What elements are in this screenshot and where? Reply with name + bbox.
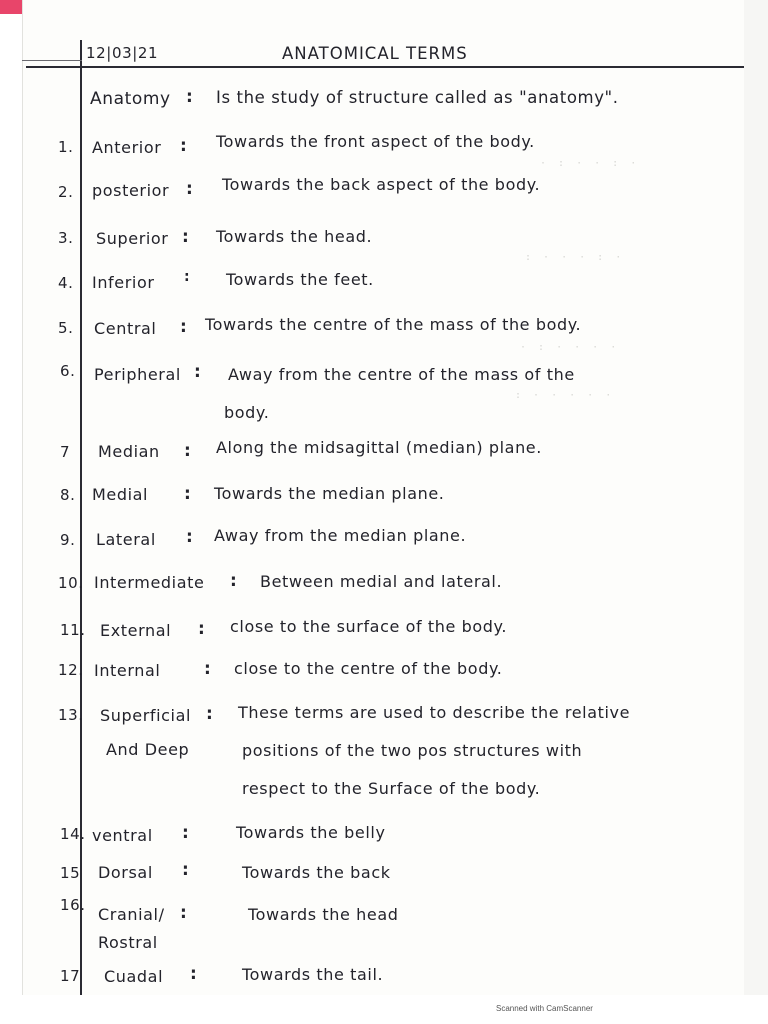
scanner-watermark: Scanned with CamScanner [496, 1004, 593, 1013]
entry-definition: Towards the feet. [226, 270, 374, 289]
entry-definition: Towards the back aspect of the body. [222, 175, 541, 194]
entry-colon: : [198, 619, 206, 639]
page-title: ANATOMICAL TERMS [282, 44, 468, 63]
intro-colon: : [186, 87, 194, 107]
entry-number: 7 [60, 443, 71, 461]
entry-number: 17 [60, 967, 81, 985]
entry-term: Medial [92, 485, 149, 504]
entry-definition-continued: body. [224, 403, 270, 422]
entry-colon: : [180, 136, 188, 156]
entry-colon: : [186, 527, 194, 547]
entry-definition: Towards the belly [236, 823, 386, 842]
entry-number: 1. [58, 138, 74, 156]
entry-definition: Towards the front aspect of the body. [216, 132, 535, 151]
entry-number: 5. [58, 319, 74, 337]
entry-definition: Towards the back [242, 863, 391, 882]
entry-definition: These terms are used to describe the relative [238, 703, 631, 722]
entry-term: Lateral [96, 530, 156, 549]
entry-definition: Towards the head [248, 905, 399, 924]
entry-colon: : [180, 903, 188, 923]
entry-term: Cuadal [104, 967, 164, 986]
entry-definition: Along the midsagittal (median) plane. [216, 438, 542, 457]
entry-number: 13. [58, 706, 84, 724]
entry-term: Central [94, 319, 157, 338]
entry-definition: Towards the centre of the mass of the body. [205, 315, 582, 334]
entry-number: 2. [58, 183, 74, 201]
page-date: 12|03|21 [86, 44, 159, 62]
entry-colon: : [230, 571, 238, 591]
entry-number: 14. [60, 825, 86, 843]
intro-term: Anatomy [90, 89, 171, 109]
entry-term: Superficial [100, 706, 192, 725]
entry-number: 4. [58, 274, 74, 292]
entry-term-second-line: And Deep [106, 740, 190, 759]
entry-number: 10. [58, 574, 84, 592]
scan-bottom-band [0, 995, 768, 1024]
entry-number: 12. [58, 661, 84, 679]
entry-number: 8. [60, 486, 76, 504]
header-tick [22, 60, 82, 61]
entry-term: Peripheral [94, 365, 181, 384]
page-right-edge [744, 0, 768, 1000]
entry-number: 6. [60, 362, 76, 380]
entry-colon: : [184, 484, 192, 504]
entry-term: ventral [92, 826, 153, 845]
entry-definition: Towards the head. [216, 227, 373, 246]
entry-term: Anterior [92, 138, 162, 157]
entry-definition-continued: respect to the Surface of the body. [242, 779, 541, 798]
entry-term: posterior [92, 181, 170, 200]
entry-definition: Away from the median plane. [214, 526, 467, 545]
entry-colon: : [182, 860, 190, 880]
margin-rule [80, 40, 82, 995]
entry-definition: Towards the tail. [242, 965, 384, 984]
entry-colon: : [184, 441, 192, 461]
entry-term: Internal [94, 661, 161, 680]
entry-colon: : [184, 269, 191, 285]
entry-colon: : [180, 317, 188, 337]
entry-definition-continued: positions of the two pos structures with [242, 741, 583, 760]
entry-colon: : [182, 823, 190, 843]
entry-number: 15 [60, 864, 81, 882]
entry-definition: Between medial and lateral. [260, 572, 503, 591]
entry-term: Cranial/ [98, 905, 165, 924]
entry-colon: : [190, 964, 198, 984]
entry-term: External [100, 621, 172, 640]
entry-definition: Away from the centre of the mass of the [228, 365, 575, 384]
entry-term: Inferior [92, 273, 155, 292]
entry-colon: : [206, 704, 214, 724]
bleed-through-mark: · : · · · · [520, 342, 620, 353]
entry-definition: close to the surface of the body. [230, 617, 508, 636]
entry-number: 9. [60, 531, 76, 549]
entry-colon: : [186, 179, 194, 199]
entry-definition: close to the centre of the body. [234, 659, 503, 678]
entry-term: Intermediate [94, 573, 205, 592]
entry-term: Superior [96, 229, 169, 248]
entry-term: Median [98, 442, 160, 461]
entry-colon: : [204, 659, 212, 679]
bleed-through-mark: : · · · : · [525, 252, 625, 263]
entry-definition: Towards the median plane. [214, 484, 445, 503]
entry-number: 11. [60, 621, 86, 639]
intro-definition: Is the study of structure called as "anatomy". [216, 88, 619, 107]
entry-term-second-line: Rostral [98, 933, 158, 952]
header-rule [26, 66, 744, 68]
bleed-through-mark: : · · · · · [515, 390, 615, 401]
entry-term: Dorsal [98, 863, 153, 882]
entry-number: 16. [60, 896, 86, 914]
bleed-through-mark: · : · · : · [540, 158, 640, 169]
entry-colon: : [194, 362, 202, 382]
entry-colon: : [182, 227, 190, 247]
entry-number: 3. [58, 229, 74, 247]
